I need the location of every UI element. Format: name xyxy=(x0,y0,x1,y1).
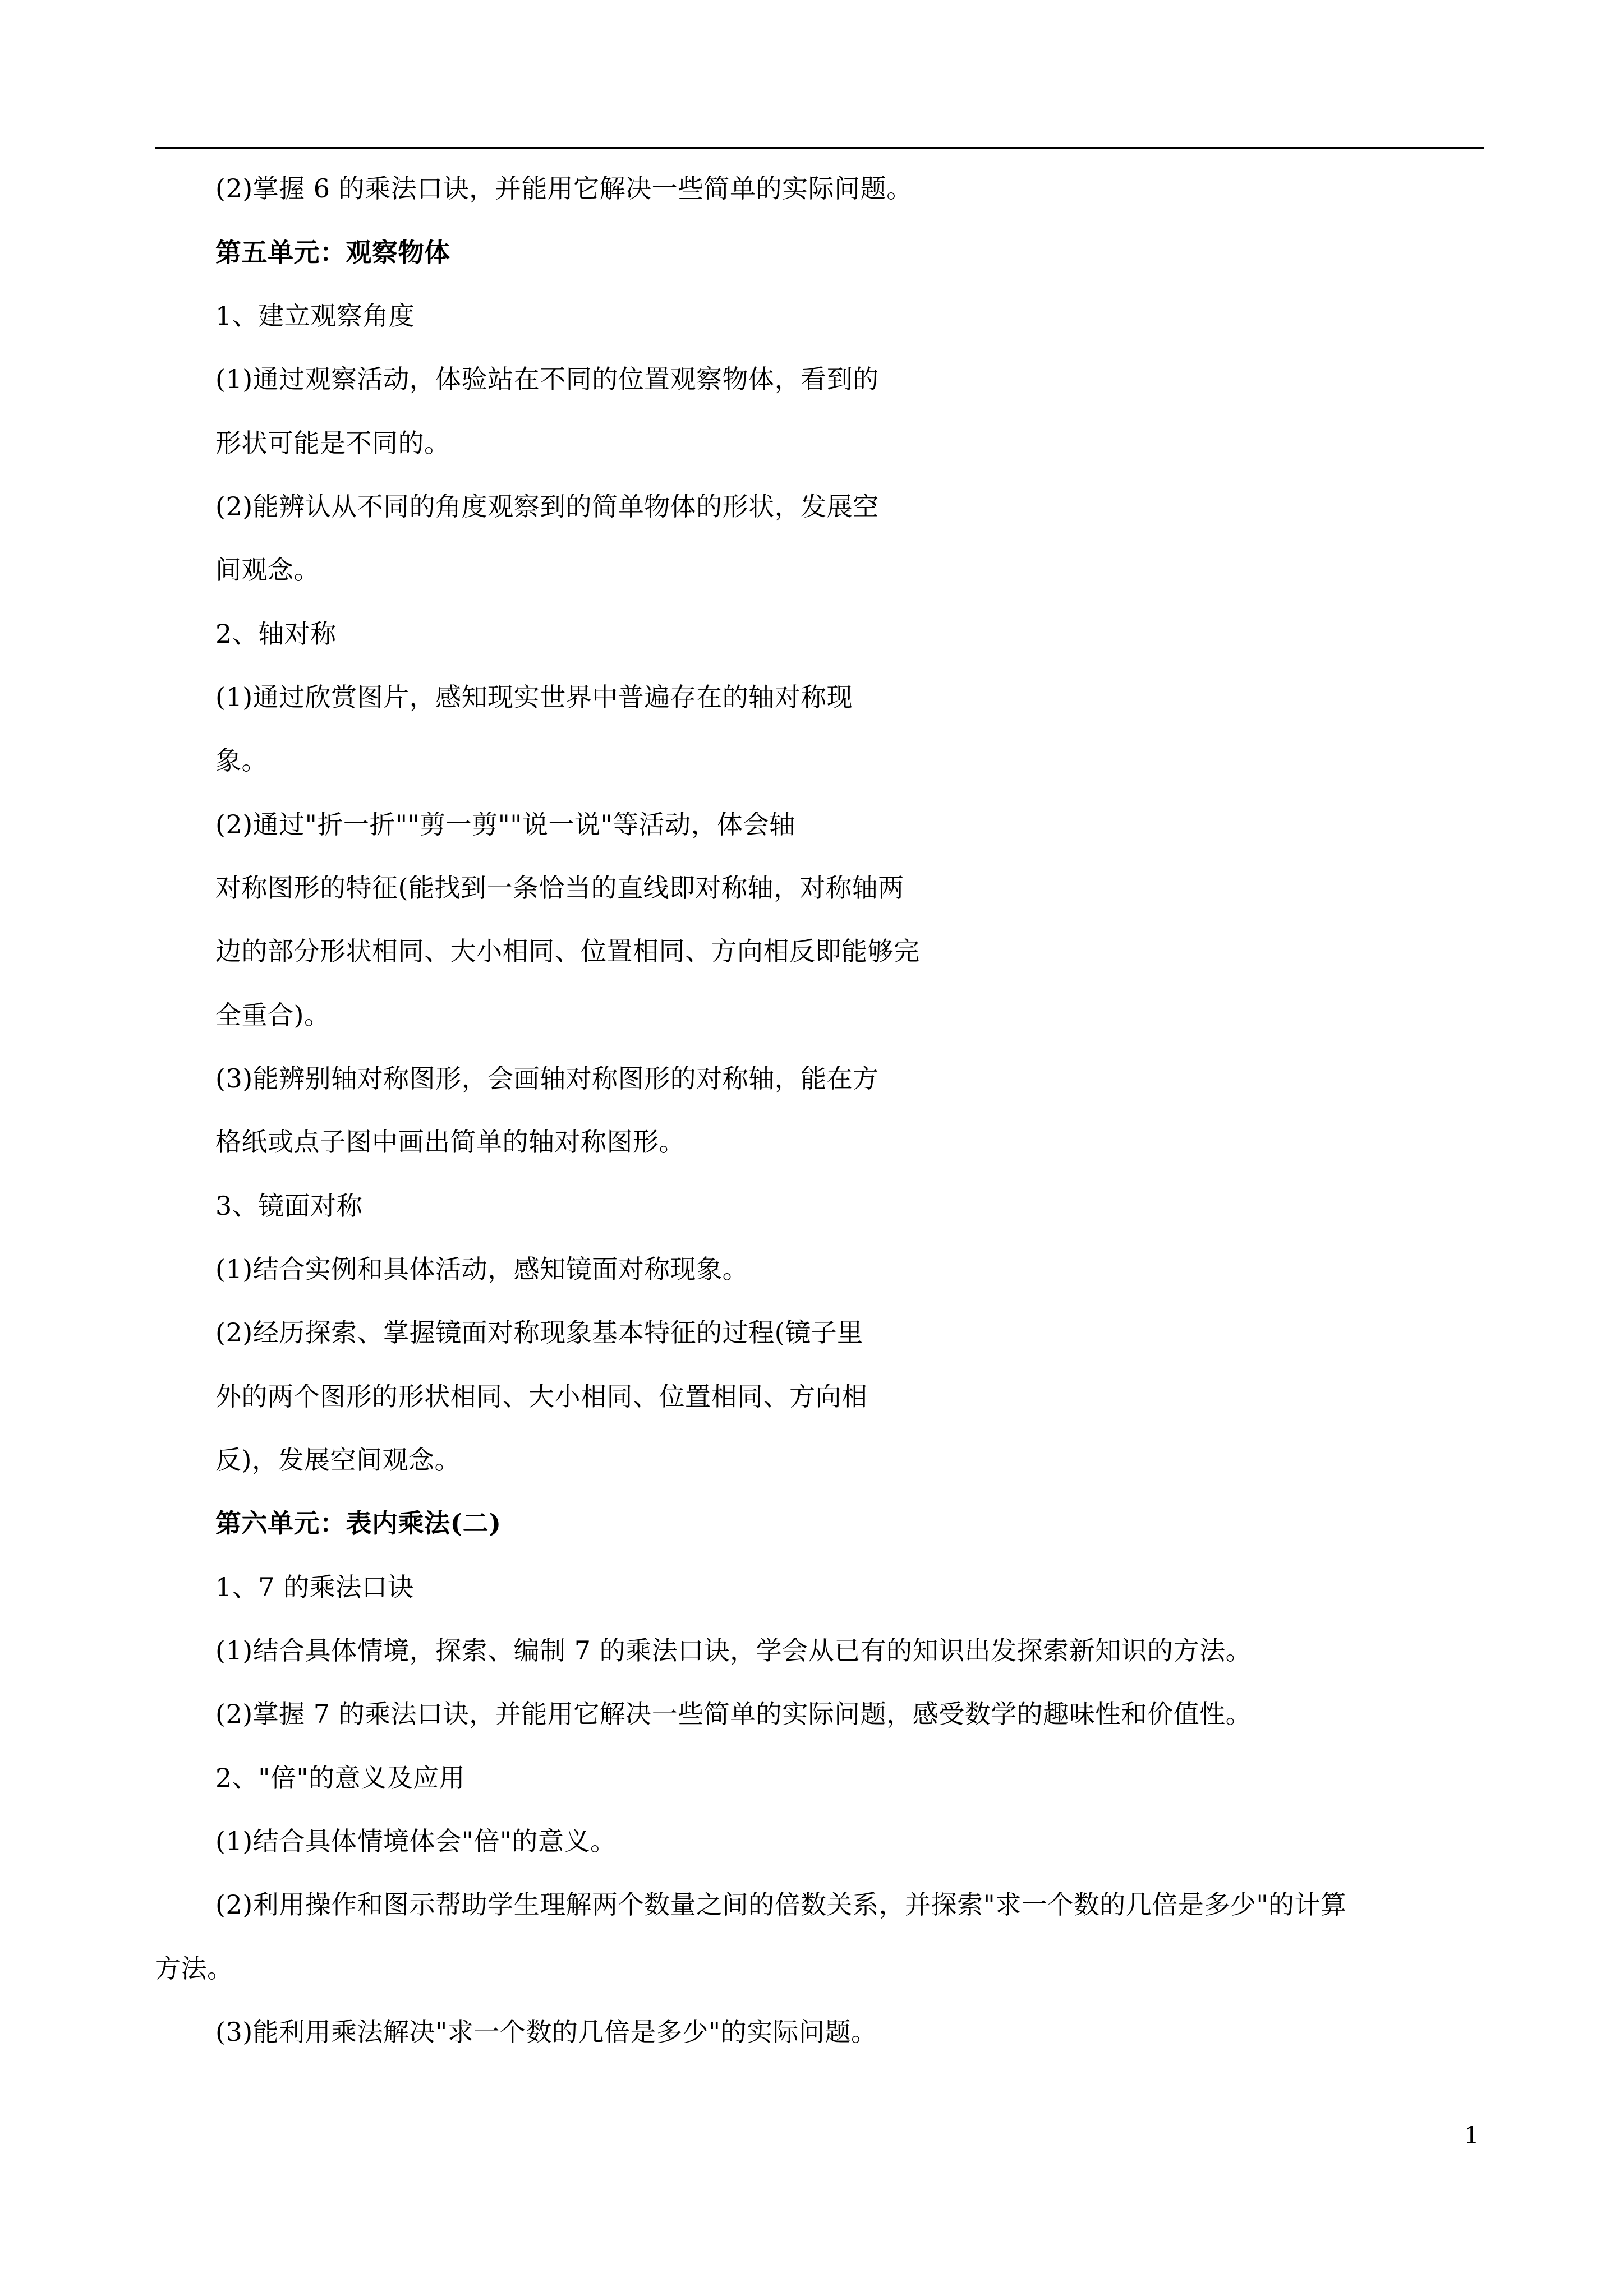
subsection-heading: 2、"倍"的意义及应用 xyxy=(215,1763,466,1793)
text-line: 边的部分形状相同、大小相同、位置相同、方向相反即能够完 xyxy=(215,936,920,966)
text-line: (1)结合具体情境体会"倍"的意义。 xyxy=(215,1826,617,1856)
text-line: 象。 xyxy=(215,745,268,776)
text-line: 间观念。 xyxy=(215,555,320,585)
text-line: (2)掌握 7 的乘法口诀，并能用它解决一些简单的实际问题，感受数学的趣味性和价值性。 xyxy=(215,1699,1252,1729)
header-rule xyxy=(155,147,1484,149)
text-line: (1)通过观察活动，体验站在不同的位置观察物体，看到的 xyxy=(215,364,879,394)
text-line: 反)，发展空间观念。 xyxy=(215,1445,461,1475)
page-number: 1 xyxy=(1464,2122,1479,2149)
section-heading: 第五单元：观察物体 xyxy=(215,237,450,268)
text-line: (2)掌握 6 的乘法口诀，并能用它解决一些简单的实际问题。 xyxy=(215,173,913,204)
text-line: (2)经历探索、掌握镜面对称现象基本特征的过程(镜子里 xyxy=(215,1317,863,1348)
text-line: 外的两个图形的形状相同、大小相同、位置相同、方向相 xyxy=(215,1381,868,1412)
text-line: 对称图形的特征(能找到一条恰当的直线即对称轴，对称轴两 xyxy=(215,873,904,903)
text-line: 全重合)。 xyxy=(215,1000,330,1030)
text-line: (2)利用操作和图示帮助学生理解两个数量之间的倍数关系，并探索"求一个数的几倍是多少"的计算 xyxy=(215,1889,1347,1920)
text-line: (3)能辨别轴对称图形，会画轴对称图形的对称轴，能在方 xyxy=(215,1063,879,1094)
text-line: (2)通过"折一折""剪一剪""说一说"等活动，体会轴 xyxy=(215,809,795,840)
text-line: (2)能辨认从不同的角度观察到的简单物体的形状，发展空 xyxy=(215,491,879,522)
text-line: (1)结合实例和具体活动，感知镜面对称现象。 xyxy=(215,1254,749,1284)
text-line: (1)通过欣赏图片，感知现实世界中普遍存在的轴对称现 xyxy=(215,682,853,712)
subsection-heading: 1、7 的乘法口诀 xyxy=(215,1572,414,1602)
text-line: (1)结合具体情境，探索、编制 7 的乘法口诀，学会从已有的知识出发探索新知识的方法。 xyxy=(215,1635,1252,1666)
text-line: 方法。 xyxy=(155,1953,233,1984)
section-heading: 第六单元：表内乘法(二) xyxy=(215,1508,502,1538)
subsection-heading: 1、建立观察角度 xyxy=(215,301,415,331)
text-line: 格纸或点子图中画出简单的轴对称图形。 xyxy=(215,1127,685,1157)
subsection-heading: 3、镜面对称 xyxy=(215,1191,363,1221)
text-line: (3)能利用乘法解决"求一个数的几倍是多少"的实际问题。 xyxy=(215,2017,877,2047)
subsection-heading: 2、轴对称 xyxy=(215,619,337,649)
text-line: 形状可能是不同的。 xyxy=(215,428,450,458)
